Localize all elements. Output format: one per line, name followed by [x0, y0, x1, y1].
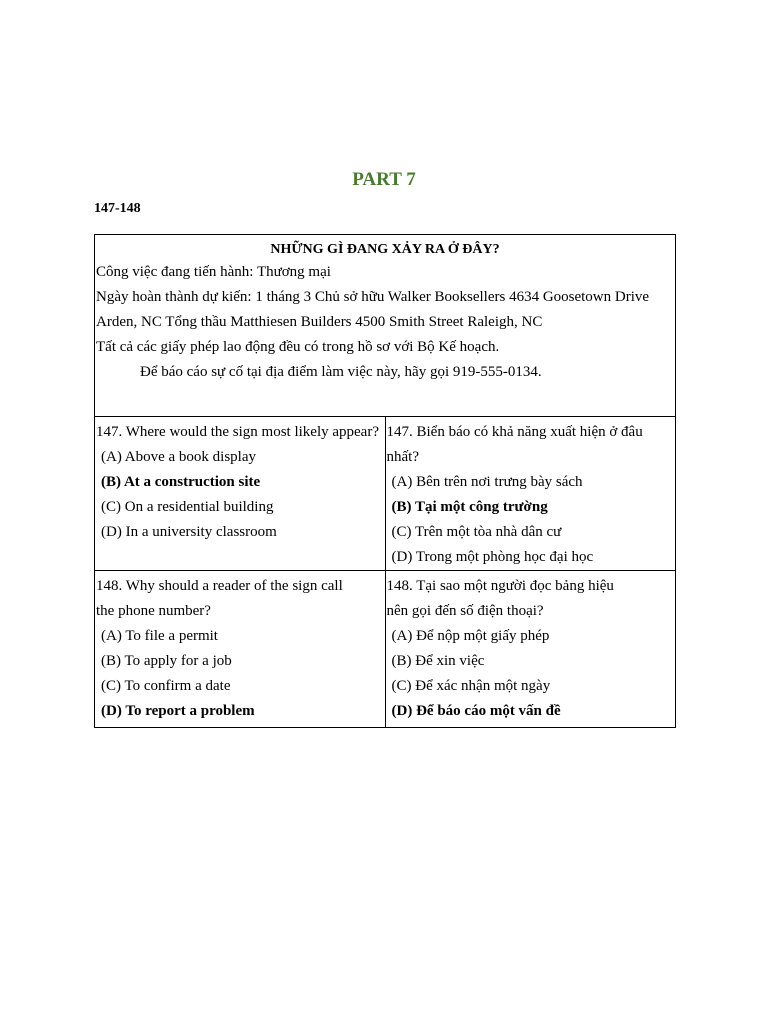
question-range: 147-148 — [94, 201, 141, 216]
question-text: 147. Where would the sign most likely appear? — [96, 424, 379, 440]
option-c — [386, 520, 676, 545]
notice-line: Công việc đang tiến hành: Thương mại — [96, 264, 331, 280]
option-label: (C) — [101, 499, 121, 515]
option-label: (C) — [101, 678, 121, 694]
option-text: To file a permit — [125, 628, 218, 644]
notice-row — [95, 235, 676, 417]
question-table — [94, 234, 676, 728]
option-label: (A) — [391, 628, 413, 644]
option-label: (B) — [391, 499, 412, 515]
option-label: (B) — [101, 653, 121, 669]
question-147-vietnamese — [385, 417, 676, 571]
option-text: To confirm a date — [124, 678, 231, 694]
option-label: (A) — [391, 474, 413, 490]
question-row-148 — [95, 571, 676, 728]
question-row-147 — [95, 417, 676, 571]
option-d-correct — [95, 699, 385, 724]
notice-line: Arden, NC Tổng thầu Matthiesen Builders 4500 Smith Street Raleigh, NC — [96, 314, 543, 330]
option-text: Để báo cáo một vấn đề — [416, 703, 561, 719]
option-b — [95, 649, 385, 674]
option-d — [95, 520, 385, 545]
notice-line: Ngày hoàn thành dự kiến: 1 tháng 3 Chủ sở hữu Walker Booksellers 4634 Goosetown Drive — [96, 289, 650, 305]
option-text: Để xin việc — [415, 653, 485, 669]
option-d — [386, 545, 676, 570]
option-label: (B) — [391, 653, 412, 669]
part-title: PART 7 — [352, 169, 416, 190]
option-text: To report a problem — [125, 703, 255, 719]
notice-title: NHỮNG GÌ ĐANG XẢY RA Ở ĐÂY? — [270, 242, 500, 257]
question-text: nên gọi đến số điện thoại? — [386, 603, 544, 619]
question-text: 147. Biển báo có khả năng xuất hiện ở đâu — [386, 424, 643, 440]
question-147-english — [95, 417, 386, 571]
option-b-correct — [95, 470, 385, 495]
question-text: the phone number? — [96, 603, 211, 619]
question-text: nhất? — [386, 449, 419, 465]
question-text: 148. Why should a reader of the sign call — [96, 578, 343, 594]
option-c — [95, 674, 385, 699]
option-label: (C) — [391, 524, 412, 540]
notice-line: Để báo cáo sự cố tại địa điểm làm việc này, hãy gọi 919-555-0134. — [140, 364, 542, 380]
option-text: To apply for a job — [124, 653, 232, 669]
notice-line: Tất cả các giấy phép lao động đều có trong hồ sơ với Bộ Kế hoạch. — [96, 339, 500, 355]
option-b — [386, 649, 676, 674]
question-148-english — [95, 571, 386, 728]
option-text: At a construction site — [123, 474, 261, 490]
option-a — [95, 445, 385, 470]
option-text: Trên một tòa nhà dân cư — [414, 524, 562, 540]
notice-box — [95, 235, 676, 417]
option-text: Để nộp một giấy phép — [416, 628, 550, 644]
option-text: Trong một phòng học đại học — [415, 549, 594, 565]
question-148-vietnamese — [385, 571, 676, 728]
option-text: Tại một công trường — [414, 499, 548, 515]
option-a — [95, 624, 385, 649]
option-a — [386, 624, 676, 649]
option-label: (A) — [101, 449, 122, 465]
question-text: 148. Tại sao một người đọc bảng hiệu — [386, 578, 614, 594]
option-label: (A) — [101, 628, 122, 644]
option-c — [95, 495, 385, 520]
option-text: In a university classroom — [125, 524, 277, 540]
option-label: (C) — [391, 678, 412, 694]
option-label: (D) — [101, 703, 122, 719]
option-d-correct — [386, 699, 676, 724]
option-b-correct — [386, 495, 676, 520]
option-text: Bên trên nơi trưng bày sách — [416, 474, 583, 490]
option-a — [386, 470, 676, 495]
option-text: On a residential building — [124, 499, 274, 515]
option-label: (D) — [391, 549, 413, 565]
option-text: Above a book display — [124, 449, 256, 465]
option-text: Để xác nhận một ngày — [415, 678, 551, 694]
option-c — [386, 674, 676, 699]
option-label: (D) — [101, 524, 122, 540]
option-label: (D) — [391, 703, 413, 719]
option-label: (B) — [101, 474, 121, 490]
